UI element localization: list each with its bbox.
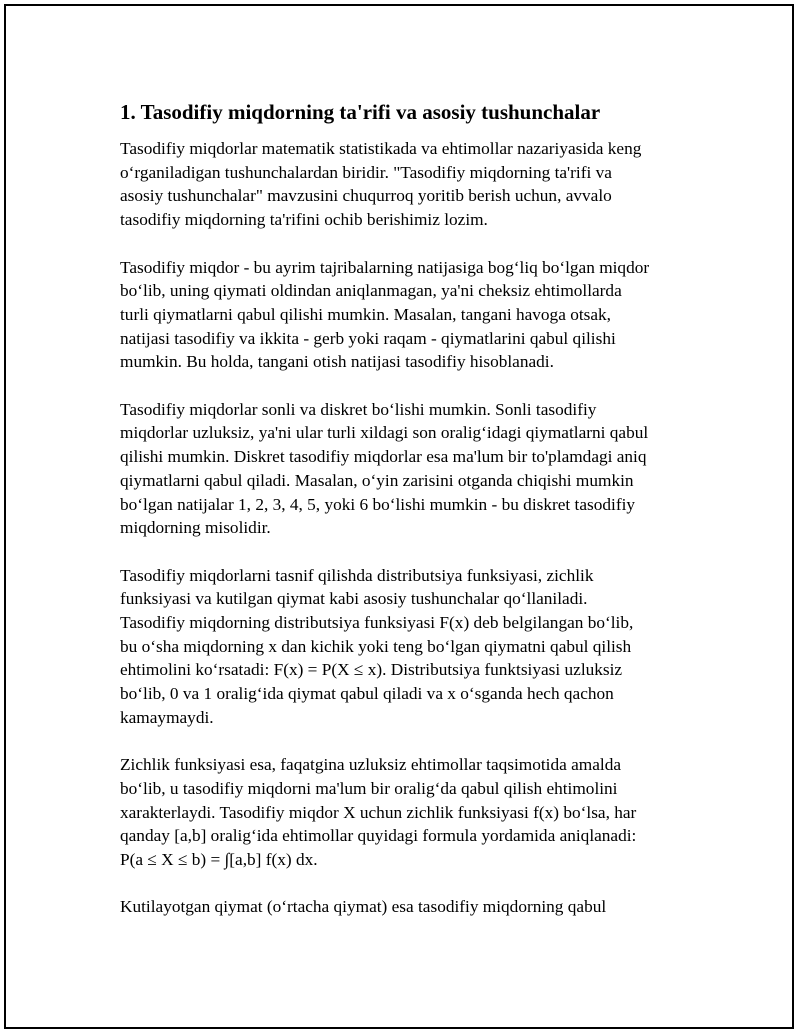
paragraph-6 (120, 895, 700, 919)
paragraph-5 (120, 753, 700, 872)
text-line: asosiy tushunchalar" mavzusini chuqurroq yoritib berish uchun, avvalo (120, 186, 612, 206)
page-frame (4, 4, 794, 1029)
text-line: Tasodifiy miqdorning distributsiya funksiyasi F(x) deb belgilangan bo‘lib, (120, 613, 634, 633)
text-line: Tasodifiy miqdorlar matematik statistikada va ehtimollar nazariyasida keng (120, 139, 642, 158)
text-line: bo‘lib, uning qiymati oldindan aniqlanmagan, ya'ni cheksiz ehtimollarda (120, 281, 622, 301)
text-line: qanday [a,b] oralig‘ida ehtimollar quyidagi formula yordamida aniqlanadi: (120, 826, 637, 846)
text-line: bu o‘sha miqdorning x dan kichik yoki teng bo‘lgan qiymatni qabul qilish (120, 636, 632, 656)
document-content (120, 99, 700, 943)
section-heading: 1. Tasodifiy miqdorning ta'rifi va asosiy tushunchalar (120, 100, 601, 124)
text-line: Kutilayotgan qiymat (o‘rtacha qiymat) esa tasodifiy miqdorning qabul (120, 897, 607, 917)
text-line: ehtimolini ko‘rsatadi: F(x) = P(X ≤ x). Distributsiya funktsiyasi uzluksiz (120, 660, 623, 680)
text-line: kamaymaydi. (120, 707, 214, 727)
paragraph-4 (120, 564, 700, 730)
paragraph-3 (120, 398, 700, 540)
text-line: xarakterlaydi. Tasodifiy miqdor X uchun zichlik funksiyasi f(x) bo‘lsa, har (120, 802, 637, 822)
text-line: Tasodifiy miqdorlarni tasnif qilishda distributsiya funksiyasi, zichlik (120, 565, 594, 585)
text-line: Tasodifiy miqdorlar sonli va diskret bo‘lishi mumkin. Sonli tasodifiy (120, 399, 597, 419)
text-line: qiymatlarni qabul qiladi. Masalan, o‘yin zarisini otganda chiqishi mumkin (120, 470, 634, 490)
paragraph-2 (120, 256, 700, 375)
text-line: bo‘lgan natijalar 1, 2, 3, 4, 5, yoki 6 bo‘lishi mumkin - bu diskret tasodifiy (120, 494, 636, 514)
text-line: turli qiymatlarni qabul qilishi mumkin. Masalan, tangani havoga otsak, (120, 304, 611, 324)
text-line: Zichlik funksiyasi esa, faqatgina uzluksiz ehtimollar taqsimotida amalda (120, 755, 622, 775)
text-line: bo‘lib, 0 va 1 oralig‘ida qiymat qabul qiladi va x o‘sganda hech qachon (120, 684, 614, 704)
paragraph-1 (120, 137, 700, 232)
text-line: qilishi mumkin. Diskret tasodifiy miqdorlar esa ma'lum bir to'plamdagi aniq (120, 447, 647, 467)
text-line: mumkin. Bu holda, tangani otish natijasi tasodifiy hisoblanadi. (120, 352, 554, 372)
text-line: bo‘lib, u tasodifiy miqdorni ma'lum bir oralig‘da qabul qilish ehtimolini (120, 778, 618, 798)
text-line: P(a ≤ X ≤ b) = ∫[a,b] f(x) dx. (120, 850, 318, 870)
text-line: o‘rganiladigan tushunchalardan biridir. "Tasodifiy miqdorning ta'rifi va (120, 162, 612, 182)
text-line: natijasi tasodifiy va ikkita - gerb yoki raqam - qiymatlarini qabul qilishi (120, 328, 616, 348)
text-line: Tasodifiy miqdor - bu ayrim tajribalarning natijasiga bog‘liq bo‘lgan miqdor (120, 257, 650, 277)
text-line: funksiyasi va kutilgan qiymat kabi asosiy tushunchalar qo‘llaniladi. (120, 589, 588, 609)
text-line: miqdorlar uzluksiz, ya'ni ular turli xildagi son oralig‘idagi qiymatlarni qabul (120, 423, 649, 443)
text-line: miqdorning misolidir. (120, 518, 271, 538)
text-line: tasodifiy miqdorning ta'rifini ochib berishimiz lozim. (120, 210, 488, 230)
